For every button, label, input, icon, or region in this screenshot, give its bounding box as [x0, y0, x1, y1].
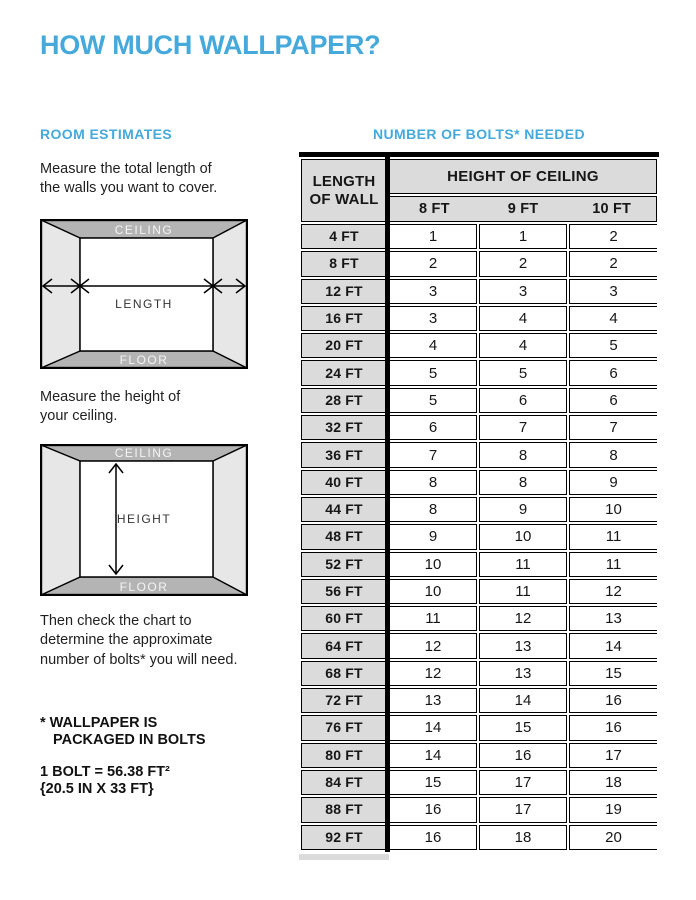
bolt-count-cell: 12	[479, 606, 567, 631]
step3-text	[40, 612, 237, 670]
wall-length-cell: 68 FT	[301, 661, 387, 686]
table-row	[301, 333, 657, 358]
bolt-size-line1: 1 BOLT = 56.38 FT²	[40, 764, 170, 780]
ceiling-height-subheader	[389, 196, 657, 222]
bolt-count-cell: 3	[389, 279, 477, 304]
bolt-count-cell: 13	[479, 633, 567, 658]
bolt-count-cell: 8	[479, 442, 567, 467]
wall-length-cell: 80 FT	[301, 743, 387, 768]
length-of-wall-line2: OF WALL	[309, 190, 379, 208]
bolt-count-cell: 1	[479, 224, 567, 249]
bolt-count-cell: 12	[569, 579, 657, 604]
table-row	[301, 688, 657, 713]
bolt-size-note	[40, 764, 170, 798]
bolt-count-cell: 10	[569, 497, 657, 522]
wall-length-cell: 36 FT	[301, 442, 387, 467]
bolt-count-cell: 11	[479, 579, 567, 604]
right-wall-panel	[213, 220, 247, 368]
wall-length-cell: 16 FT	[301, 306, 387, 331]
step1-text	[40, 160, 217, 199]
table-row	[301, 552, 657, 577]
bolt-count-cell: 12	[389, 633, 477, 658]
bolt-count-cell: 17	[569, 743, 657, 768]
bolt-count-cell: 6	[569, 388, 657, 413]
table-divider-bar	[385, 152, 390, 852]
ceiling-height-columns	[390, 197, 656, 221]
bolt-count-cell: 16	[479, 743, 567, 768]
bolt-count-cell: 10	[479, 524, 567, 549]
bolt-count-cell: 4	[569, 306, 657, 331]
table-header	[301, 159, 657, 222]
wall-length-cell: 60 FT	[301, 606, 387, 631]
bolt-count-cell: 8	[569, 442, 657, 467]
bolt-count-cell: 2	[389, 251, 477, 276]
floor-label: FLOOR	[119, 580, 169, 594]
bolt-count-cell: 18	[479, 825, 567, 850]
length-of-wall-line1: LENGTH	[312, 172, 376, 190]
wall-length-cell: 8 FT	[301, 251, 387, 276]
wall-length-cell: 84 FT	[301, 770, 387, 795]
wall-length-cell: 20 FT	[301, 333, 387, 358]
bolt-count-cell: 3	[479, 279, 567, 304]
height-of-ceiling-header: HEIGHT OF CEILING	[389, 159, 657, 194]
wall-length-cell: 72 FT	[301, 688, 387, 713]
wallpaper-footnote	[40, 715, 206, 749]
step2-line1: Measure the height of	[40, 389, 181, 405]
bolt-count-cell: 16	[569, 715, 657, 740]
wall-length-cell: 88 FT	[301, 797, 387, 822]
bolt-size-line2: {20.5 IN X 33 FT}	[40, 781, 154, 797]
table-row	[301, 633, 657, 658]
bolt-count-cell: 11	[479, 552, 567, 577]
table-row	[301, 415, 657, 440]
bolt-count-cell: 2	[569, 251, 657, 276]
back-wall	[80, 238, 213, 351]
bolt-count-cell: 12	[389, 661, 477, 686]
bolt-count-cell: 4	[479, 306, 567, 331]
wall-length-cell: 32 FT	[301, 415, 387, 440]
bolt-count-cell: 5	[389, 388, 477, 413]
step1-line1: Measure the total length of	[40, 161, 212, 177]
bolt-count-cell: 7	[569, 415, 657, 440]
step3-line2: determine the approximate	[40, 632, 213, 649]
table-row	[301, 579, 657, 604]
wall-length-cell: 44 FT	[301, 497, 387, 522]
left-wall-panel	[41, 445, 80, 595]
table-row	[301, 770, 657, 795]
bolt-count-cell: 3	[569, 279, 657, 304]
bolt-count-cell: 10	[389, 579, 477, 604]
room-length-diagram	[40, 219, 248, 369]
step3-line3: number of bolts* you will need.	[40, 651, 238, 668]
bolt-count-cell: 20	[569, 825, 657, 850]
bolt-count-cell: 2	[479, 251, 567, 276]
ceiling-label: CEILING	[114, 446, 174, 460]
bolt-count-cell: 6	[569, 360, 657, 385]
wall-length-cell: 52 FT	[301, 552, 387, 577]
bolt-count-cell: 11	[569, 524, 657, 549]
ceiling-height-col-header-10ft: 10 FT	[592, 201, 632, 217]
bolt-count-cell: 11	[389, 606, 477, 631]
step2-line2: your ceiling.	[40, 408, 118, 425]
wall-length-cell: 64 FT	[301, 633, 387, 658]
wall-length-cell: 12 FT	[301, 279, 387, 304]
bolt-count-cell: 7	[479, 415, 567, 440]
table-row	[301, 661, 657, 686]
room-estimates-heading: ROOM ESTIMATES	[40, 126, 173, 142]
length-of-wall-header	[301, 159, 387, 222]
bolt-count-cell: 15	[479, 715, 567, 740]
table-row	[301, 715, 657, 740]
ceiling-height-col-header-9ft: 9 FT	[507, 201, 539, 217]
length-label: LENGTH	[115, 297, 173, 311]
table-row	[301, 497, 657, 522]
bolt-count-cell: 17	[479, 797, 567, 822]
table-body	[301, 224, 657, 850]
wall-length-cell: 56 FT	[301, 579, 387, 604]
wall-length-cell: 76 FT	[301, 715, 387, 740]
wall-length-cell: 28 FT	[301, 388, 387, 413]
left-column-footer-strip	[299, 854, 389, 860]
wall-length-cell: 48 FT	[301, 524, 387, 549]
bolt-count-cell: 7	[389, 442, 477, 467]
bolt-count-cell: 15	[389, 770, 477, 795]
bolt-count-cell: 16	[389, 825, 477, 850]
bolt-count-cell: 4	[389, 333, 477, 358]
right-wall-panel	[213, 445, 247, 595]
footnote-line2: PACKAGED IN BOLTS	[53, 732, 206, 748]
table-row	[301, 224, 657, 249]
wall-length-cell: 4 FT	[301, 224, 387, 249]
table-row	[301, 442, 657, 467]
floor-label: FLOOR	[119, 353, 169, 367]
bolt-count-cell: 18	[569, 770, 657, 795]
bolt-count-cell: 17	[479, 770, 567, 795]
bolt-count-cell: 8	[389, 497, 477, 522]
bolt-count-cell: 14	[479, 688, 567, 713]
table-row	[301, 797, 657, 822]
step3-line1: Then check the chart to	[40, 613, 192, 629]
wall-length-cell: 92 FT	[301, 825, 387, 850]
page-title: HOW MUCH WALLPAPER?	[40, 30, 381, 60]
bolt-count-cell: 9	[569, 470, 657, 495]
height-label: HEIGHT	[116, 512, 172, 526]
bolt-count-cell: 5	[569, 333, 657, 358]
table-row	[301, 524, 657, 549]
step2-text	[40, 388, 180, 427]
ceiling-height-diagram	[40, 444, 248, 596]
bolt-count-cell: 14	[389, 715, 477, 740]
table-row	[301, 743, 657, 768]
bolt-count-cell: 1	[389, 224, 477, 249]
bolt-count-cell: 19	[569, 797, 657, 822]
bolts-table	[299, 157, 659, 852]
bolt-count-cell: 8	[389, 470, 477, 495]
bolt-count-cell: 8	[479, 470, 567, 495]
ceiling-height-col-header-8ft: 8 FT	[419, 201, 450, 217]
bolt-count-cell: 4	[479, 333, 567, 358]
bolt-count-cell: 16	[389, 797, 477, 822]
table-row	[301, 388, 657, 413]
bolt-count-cell: 14	[569, 633, 657, 658]
bolt-count-cell: 16	[569, 688, 657, 713]
bolt-count-cell: 5	[479, 360, 567, 385]
bolt-count-cell: 15	[569, 661, 657, 686]
table-row	[301, 251, 657, 276]
table-row	[301, 306, 657, 331]
bolt-count-cell: 2	[569, 224, 657, 249]
table-row	[301, 825, 657, 850]
bolt-count-cell: 3	[389, 306, 477, 331]
left-wall-panel	[41, 220, 80, 368]
wall-length-cell: 24 FT	[301, 360, 387, 385]
wall-length-cell: 40 FT	[301, 470, 387, 495]
bolt-count-cell: 13	[479, 661, 567, 686]
bolt-count-cell: 6	[389, 415, 477, 440]
bolt-count-cell: 9	[479, 497, 567, 522]
bolt-count-cell: 10	[389, 552, 477, 577]
bolt-count-cell: 14	[389, 743, 477, 768]
footnote-line1: * WALLPAPER IS	[40, 715, 158, 731]
bolt-count-cell: 6	[479, 388, 567, 413]
bolts-needed-heading: NUMBER OF BOLTS* NEEDED	[373, 126, 585, 142]
table-row	[301, 279, 657, 304]
bolts-table-container	[299, 152, 659, 852]
table-row	[301, 470, 657, 495]
bolt-count-cell: 9	[389, 524, 477, 549]
table-row	[301, 360, 657, 385]
step1-line2: the walls you want to cover.	[40, 180, 218, 197]
bolt-count-cell: 11	[569, 552, 657, 577]
bolt-count-cell: 13	[569, 606, 657, 631]
bolt-count-cell: 5	[389, 360, 477, 385]
table-top-bar	[299, 152, 659, 157]
bolt-count-cell: 13	[389, 688, 477, 713]
table-row	[301, 606, 657, 631]
ceiling-label: CEILING	[114, 223, 174, 237]
